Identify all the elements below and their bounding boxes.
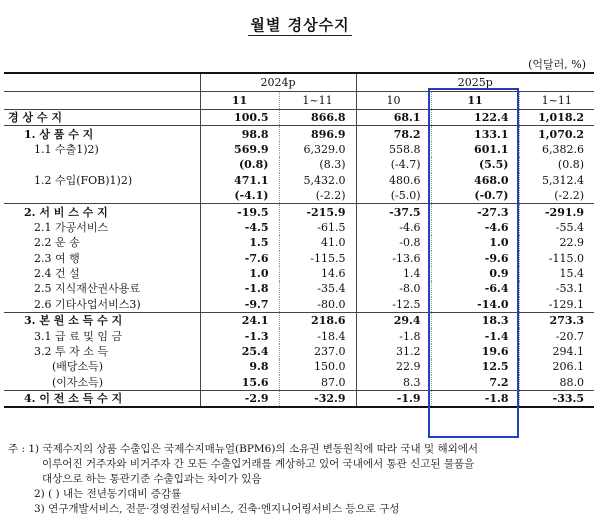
footnote-line: 대상으로 하는 통관기준 수출입과는 차이가 있음 [42,473,262,485]
table-row [4,266,594,281]
table-row [4,220,594,235]
table-cell: 87.0 [279,375,356,391]
footnote-line: 3) 연구개발서비스, 전문·경영컨설팅서비스, 건축·엔지니어링서비스 등으로 구성 [34,503,400,515]
table-cell: -6.4 [431,281,519,296]
table-cell: 5,312.4 [519,173,594,188]
col-header: 1~11 [519,92,594,110]
table-cell: 480.6 [356,173,431,188]
table-cell: -37.5 [356,204,431,220]
table-cell: (8.3) [279,157,356,172]
table-cell: 22.9 [519,235,594,250]
year-2025-header: 2025p [356,73,594,92]
table-row [4,204,594,220]
table-cell: (-2.2) [519,188,594,204]
table-cell: -20.7 [519,328,594,343]
table-cell: -9.6 [431,251,519,266]
table-cell: (0.8) [200,157,279,172]
row-label [4,188,200,204]
table-cell: -115.0 [519,251,594,266]
table-cell: -19.5 [200,204,279,220]
footnotes [8,442,593,517]
table-cell: -1.9 [356,391,431,408]
table-cell: 31.2 [356,344,431,359]
col-header: 11 [200,92,279,110]
table-cell: 12.5 [431,359,519,374]
table-row [4,188,594,204]
table-cell: 78.2 [356,126,431,142]
table-cell: -1.8 [200,281,279,296]
row-label: (이자소득) [52,375,104,389]
row-label: 2.4 건 설 [34,267,80,281]
table-cell: -291.9 [519,204,594,220]
table-cell: 18.3 [431,313,519,329]
table-cell: 471.1 [200,173,279,188]
table-cell: -55.4 [519,220,594,235]
row-label: 2.5 지식재산권사용료 [34,282,140,296]
table-cell: -9.7 [200,297,279,313]
title-underline [248,35,352,36]
row-label: 3.2 투 자 소 득 [34,345,108,359]
table-cell: 98.8 [200,126,279,142]
table-cell: (-4.1) [200,188,279,204]
table-cell: 15.4 [519,266,594,281]
table-cell: 569.9 [200,142,279,157]
row-label: 2.1 가공서비스 [34,220,109,234]
footnote-line: 2) ( ) 내는 전년동기대비 증감률 [34,488,182,500]
table-cell: 1,070.2 [519,126,594,142]
table-cell: 0.9 [431,266,519,281]
table-cell: -33.5 [519,391,594,408]
table-row [4,297,594,313]
table-row [4,281,594,296]
table-cell: -129.1 [519,297,594,313]
table-cell: (-2.2) [279,188,356,204]
table-cell: 24.1 [200,313,279,329]
col-header: 1~11 [279,92,356,110]
row-label: 1.2 수입(FOB)1)2) [34,173,133,187]
current-account-table [4,72,594,408]
table-cell: -4.6 [356,220,431,235]
row-label: 3.1 급 료 및 임 금 [34,329,123,343]
table-cell: 150.0 [279,359,356,374]
row-label: 1. 상 품 수 지 [4,126,200,142]
table-cell: -32.9 [279,391,356,408]
table-cell: -7.6 [200,251,279,266]
table-cell: 68.1 [356,110,431,126]
table-cell: -2.9 [200,391,279,408]
row-label: 경 상 수 지 [4,110,200,126]
table-cell: 468.0 [431,173,519,188]
table-cell: 9.8 [200,359,279,374]
table-cell: (-0.7) [431,188,519,204]
table-cell: -53.1 [519,281,594,296]
table-row [4,391,594,408]
row-label: 2. 서 비 스 수 지 [4,204,200,220]
table-cell: -1.8 [356,328,431,343]
col-header: 10 [356,92,431,110]
table-cell: -14.0 [431,297,519,313]
table-cell: -8.0 [356,281,431,296]
table-cell: 6,329.0 [279,142,356,157]
table-cell: 218.6 [279,313,356,329]
table-row [4,359,594,374]
table-cell: 1.4 [356,266,431,281]
table-cell: 122.4 [431,110,519,126]
table-cell: 8.3 [356,375,431,391]
table-row [4,251,594,266]
table-row [4,142,594,157]
row-label: (배당소득) [52,360,104,374]
table-row [4,126,594,142]
table-cell: 273.3 [519,313,594,329]
table-cell: -61.5 [279,220,356,235]
table-cell: -115.5 [279,251,356,266]
table-cell: 133.1 [431,126,519,142]
page-title: 월별 경상수지 [250,16,350,34]
table-cell: 1.0 [200,266,279,281]
table-cell: (0.8) [519,157,594,172]
table-cell: 15.6 [200,375,279,391]
table-cell: -18.4 [279,328,356,343]
table-cell: 14.6 [279,266,356,281]
table-row [4,344,594,359]
row-label: 2.3 여 행 [34,251,80,265]
table-cell: (5.5) [431,157,519,172]
table-cell: -80.0 [279,297,356,313]
table-cell: -27.3 [431,204,519,220]
table-cell: -13.6 [356,251,431,266]
table-cell: 866.8 [279,110,356,126]
table-cell: 19.6 [431,344,519,359]
header-row-months [4,92,594,110]
table-cell: 294.1 [519,344,594,359]
table-cell: -35.4 [279,281,356,296]
table-cell: 206.1 [519,359,594,374]
row-label: 4. 이 전 소 득 수 지 [4,391,200,408]
table-cell: 1,018.2 [519,110,594,126]
row-label: 3. 본 원 소 득 수 지 [4,313,200,329]
row-label [4,157,200,172]
footnote-line: 이루어진 거주자와 비거주자 간 모든 수출입거래를 계상하고 있어 국내에서 통관 신고된 물품을 [42,458,475,470]
unit-label: (억달러, %) [528,58,586,71]
table-cell: -1.8 [431,391,519,408]
table-cell: 100.5 [200,110,279,126]
table-row [4,235,594,250]
col-header: 11 [431,92,519,110]
table-cell: 558.8 [356,142,431,157]
table-row [4,375,594,391]
table-cell: 1.5 [200,235,279,250]
table-cell: 237.0 [279,344,356,359]
table-cell: 88.0 [519,375,594,391]
table-cell: 601.1 [431,142,519,157]
table-cell: -4.6 [431,220,519,235]
year-2024-header: 2024p [200,73,356,92]
table-cell: -1.3 [200,328,279,343]
row-label: 1.1 수출1)2) [34,142,99,156]
table-cell: -12.5 [356,297,431,313]
table-cell: 1.0 [431,235,519,250]
table-cell: 5,432.0 [279,173,356,188]
table-cell: (-5.0) [356,188,431,204]
table-row [4,157,594,172]
table-cell: -215.9 [279,204,356,220]
table-cell: 29.4 [356,313,431,329]
table-row [4,173,594,188]
table-cell: 6,382.6 [519,142,594,157]
table-cell: -0.8 [356,235,431,250]
row-label: 2.6 기타사업서비스3) [34,297,141,311]
row-label: 2.2 운 송 [34,236,80,250]
table-cell: 7.2 [431,375,519,391]
table-cell: 41.0 [279,235,356,250]
table-cell: 22.9 [356,359,431,374]
table-cell: 25.4 [200,344,279,359]
table-row [4,313,594,329]
header-row-years [4,73,594,92]
footnote-line: 주 : 1) 국제수지의 상품 수출입은 국제수지매뉴얼(BPM6)의 소유권 변동원칙에 따라 국내 및 해외에서 [8,443,479,455]
table-row [4,110,594,126]
table-cell: -1.4 [431,328,519,343]
table-cell: -4.5 [200,220,279,235]
table-cell: 896.9 [279,126,356,142]
table-row [4,328,594,343]
table-cell: (-4.7) [356,157,431,172]
